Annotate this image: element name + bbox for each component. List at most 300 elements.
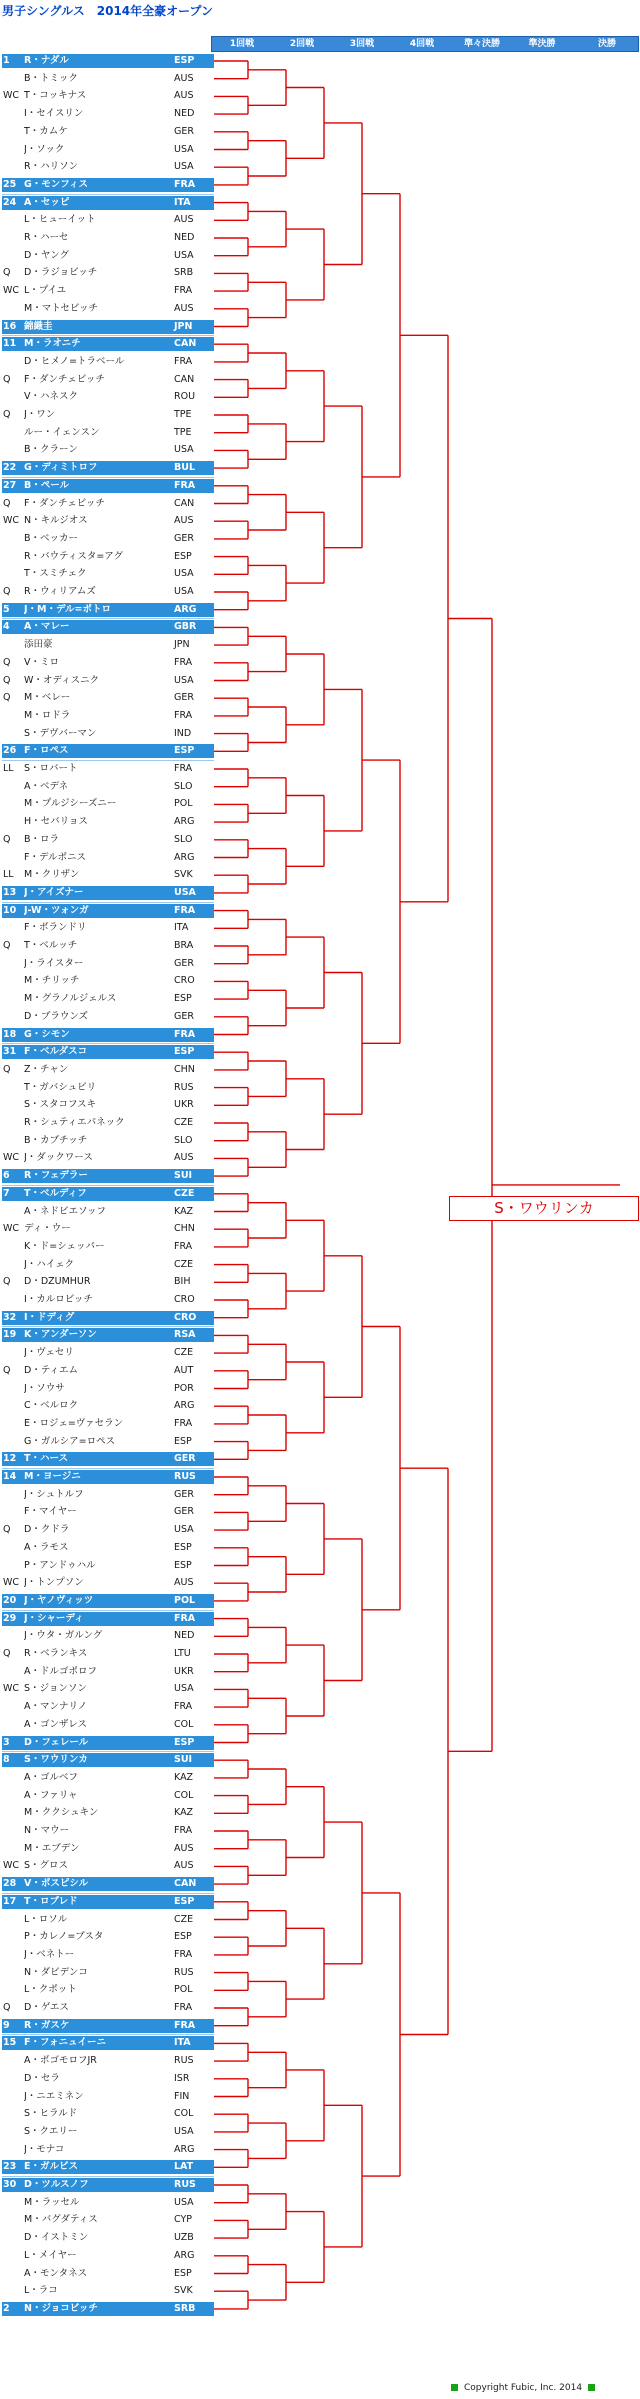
player-name: B・ロラ: [24, 833, 60, 845]
player-country: UKR: [174, 1099, 194, 1111]
player-country: RSA: [174, 1329, 196, 1341]
player-country: CZE: [174, 1258, 194, 1270]
player-seed: 2: [3, 2302, 10, 2314]
player-country: ESP: [174, 1559, 192, 1571]
player-country: CZE: [174, 1347, 194, 1359]
player-seed: WC: [3, 1683, 20, 1695]
player-country: COL: [174, 1718, 194, 1730]
player-country: ARG: [174, 2143, 195, 2155]
player-seed: WC: [3, 1152, 20, 1164]
round-header-1: 1回戦: [229, 39, 255, 49]
player-name: F・ロペス: [24, 745, 69, 757]
player-country: GBR: [174, 621, 197, 633]
player-name: F・フォニュイーニ: [24, 2037, 107, 2049]
player-name: P・カレノ=ブスタ: [24, 1931, 104, 1943]
player-country: AUS: [174, 72, 194, 84]
player-name: M・バグダティス: [24, 2214, 98, 2226]
player-country: FRA: [174, 904, 196, 916]
round-header-2: 2回戦: [289, 39, 315, 49]
player-seed: Q: [3, 373, 11, 385]
player-name: K・ド=シェッパー: [24, 1240, 105, 1252]
player-seed: Q: [3, 267, 11, 279]
player-seed: 29: [3, 1612, 17, 1624]
player-seed: WC: [3, 1577, 20, 1589]
player-name: M・ククシュキン: [24, 1807, 99, 1819]
player-country: ESP: [174, 1895, 195, 1907]
player-name: R・ハリソン: [24, 161, 79, 173]
player-seed: Q: [3, 1063, 11, 1075]
player-seed: Q: [3, 2002, 11, 2013]
player-country: SLO: [174, 833, 193, 845]
player-name: J・ベネトー: [24, 1948, 75, 1960]
player-country: NED: [174, 1630, 195, 1642]
player-country: CAN: [174, 373, 195, 385]
player-country: NED: [174, 232, 195, 243]
player-name: D・ヒメノ=トラベール: [24, 355, 125, 367]
player-country: USA: [174, 2125, 194, 2137]
player-name: S・ワウリンカ: [24, 1754, 88, 1766]
player-country: GER: [174, 1010, 194, 1022]
player-name: A・ラモス: [24, 1541, 69, 1553]
player-seed: 30: [3, 2179, 17, 2190]
player-name: N・キルジオス: [24, 515, 88, 527]
player-name: F・ベルダスコ: [24, 1046, 88, 1058]
player-country: BIH: [174, 1276, 191, 1288]
player-name: D・セラ: [24, 2072, 60, 2084]
player-country: SVK: [174, 2285, 193, 2297]
player-name: K・アンダーソン: [24, 1329, 97, 1341]
player-country: ROU: [174, 391, 196, 403]
player-name: A・マンナリノ: [24, 1701, 88, 1713]
player-country: LAT: [174, 2161, 194, 2173]
player-name: D・ラジョビッチ: [24, 267, 98, 279]
player-country: FRA: [174, 1825, 193, 1836]
player-country: FRA: [174, 2019, 196, 2031]
player-name: V・ミロ: [24, 656, 59, 668]
player-country: RUS: [174, 2055, 194, 2067]
player-name: D・イストミン: [24, 2232, 89, 2244]
player-country: POR: [174, 1382, 194, 1394]
player-seed: 20: [3, 1594, 17, 1606]
player-name: G・ガルシア=ロペス: [24, 1435, 116, 1447]
player-name: J・アイズナー: [24, 886, 84, 898]
player-country: RUS: [174, 1081, 194, 1093]
player-country: CAN: [174, 1878, 197, 1890]
player-name: N・ジョコビッチ: [24, 2302, 98, 2314]
player-country: AUS: [174, 1152, 194, 1164]
player-country: FRA: [174, 1612, 196, 1624]
player-name: T・ベルッチ: [24, 940, 78, 951]
player-name: W・オディスニク: [24, 674, 100, 686]
player-country: TPE: [174, 426, 192, 438]
player-country: CHN: [174, 1223, 195, 1235]
player-seed: 25: [3, 178, 17, 190]
player-country: ITA: [174, 2037, 191, 2049]
player-country: NED: [174, 108, 195, 120]
player-country: CZE: [174, 1913, 194, 1925]
footer-marker-left: [451, 2384, 458, 2391]
player-country: GER: [174, 125, 194, 137]
player-name: M・チリッチ: [24, 975, 80, 987]
player-name: T・ハース: [24, 1453, 69, 1465]
player-country: AUS: [174, 214, 194, 226]
player-name: J・ライスター: [24, 957, 84, 969]
player-name: M・クリザン: [24, 869, 80, 881]
player-name: V・ポスピシル: [24, 1878, 89, 1890]
round-header-4: 4回戦: [409, 39, 435, 49]
player-country: KAZ: [174, 1807, 194, 1819]
player-name: A・ドルゴポロフ: [24, 1665, 97, 1677]
player-name: J・ソウサ: [24, 1382, 65, 1394]
player-name: J・ソック: [24, 143, 65, 155]
player-name: T・カムケ: [24, 125, 68, 137]
player-name: T・ベルディフ: [24, 1187, 87, 1199]
player-name: M・エブデン: [24, 1842, 80, 1854]
player-country: SRB: [174, 267, 194, 279]
player-name: M・マトセビッチ: [24, 302, 99, 314]
player-seed: 26: [3, 745, 17, 757]
player-country: USA: [174, 161, 194, 173]
player-country: FRA: [174, 763, 193, 774]
player-name: M・ロドラ: [24, 709, 71, 721]
player-name: M・プルジシーズニー: [24, 798, 117, 810]
player-country: SUI: [174, 1754, 193, 1766]
player-seed: LL: [3, 869, 14, 881]
player-name: C・ベルロク: [24, 1400, 79, 1412]
player-name: D・ブラウンズ: [24, 1010, 89, 1022]
round-header-final: 決勝: [597, 39, 616, 49]
player-name: A・ゴンザレス: [24, 1718, 88, 1730]
player-country: FRA: [174, 2002, 193, 2013]
player-country: ESP: [174, 1046, 195, 1058]
player-country: ESP: [174, 1931, 192, 1943]
player-name: S・ロバート: [24, 763, 78, 774]
player-country: GER: [174, 692, 194, 704]
player-country: ESP: [174, 1541, 192, 1553]
player-seed: 5: [3, 603, 10, 615]
player-name: M・ベレー: [24, 692, 71, 704]
player-country: SRB: [174, 2302, 196, 2314]
copyright-text: Copyright Fubic, Inc. 2014: [464, 2383, 583, 2393]
player-seed: 4: [3, 621, 10, 633]
player-seed: Q: [3, 940, 11, 951]
player-name: A・マレー: [24, 621, 70, 633]
player-name: L・クボット: [24, 1984, 77, 1996]
player-country: CYP: [174, 2214, 192, 2226]
player-name: A・ファリャ: [24, 1789, 78, 1801]
player-seed: 3: [3, 1736, 10, 1748]
player-name: I・カルロビッチ: [24, 1294, 93, 1305]
player-seed: WC: [3, 1223, 20, 1235]
player-name: N・ダビデンコ: [24, 1966, 88, 1978]
player-country: SVK: [174, 869, 193, 881]
player-seed: Q: [3, 656, 11, 668]
player-seed: Q: [3, 674, 11, 686]
player-name: B・ベッカー: [24, 532, 79, 544]
player-country: GER: [174, 532, 194, 544]
player-name: S・デヴバーマン: [24, 727, 97, 739]
player-name: R・ウィリアムズ: [24, 586, 96, 597]
player-name: E・ガルビス: [24, 2161, 78, 2173]
player-country: USA: [174, 674, 194, 686]
player-country: ESP: [174, 1736, 195, 1748]
player-name: R・ベランキス: [24, 1648, 88, 1659]
player-country: CHN: [174, 1063, 195, 1075]
footer: [445, 2380, 639, 2396]
footer-marker-right: [588, 2384, 595, 2391]
player-name: I・ドディグ: [24, 1311, 75, 1323]
player-seed: Q: [3, 1648, 11, 1659]
player-name: A・モンタネス: [24, 2267, 88, 2279]
player-name: J・モナコ: [24, 2143, 65, 2155]
player-country: FRA: [174, 1028, 196, 1040]
player-name: L・ラコ: [24, 2285, 58, 2297]
player-country: JPN: [174, 639, 190, 651]
player-name: J・ダックワース: [24, 1152, 93, 1164]
player-country: GER: [174, 1488, 194, 1500]
player-country: CZE: [174, 1117, 194, 1128]
player-name: F・ダンチェビッチ: [24, 373, 105, 385]
player-country: SLO: [174, 1134, 193, 1146]
round-header-sf: 準決勝: [528, 39, 556, 49]
player-country: ESP: [174, 2267, 192, 2279]
player-name: D・フェレール: [24, 1736, 89, 1748]
player-country: AUS: [174, 1842, 194, 1854]
player-country: FRA: [174, 709, 193, 721]
player-name: R・シュティエパネック: [24, 1117, 125, 1128]
player-country: LTU: [174, 1648, 191, 1659]
player-name: A・セッピ: [24, 196, 70, 208]
player-name: G・シモン: [24, 1028, 70, 1040]
player-country: CRO: [174, 975, 195, 987]
player-name: L・ヒューイット: [24, 214, 96, 226]
player-country: RUS: [174, 1471, 196, 1482]
player-country: FRA: [174, 285, 193, 297]
player-name: J・ヴェセリ: [24, 1347, 74, 1359]
player-name: F・ダンチェビッチ: [24, 497, 105, 509]
player-name: S・グロス: [24, 1860, 69, 1872]
page-title: 男子シングルス 2014年全豪オープン: [2, 4, 214, 18]
player-country: FIN: [174, 2090, 190, 2102]
player-name: L・プイユ: [24, 285, 67, 297]
player-name: G・ディミトロフ: [24, 462, 98, 474]
player-seed: Q: [3, 833, 11, 845]
player-name: F・マイヤー: [24, 1506, 77, 1518]
player-country: USA: [174, 1683, 194, 1695]
player-name: J・シュトルフ: [24, 1488, 84, 1500]
player-name: N・マウー: [24, 1825, 70, 1836]
player-name: J-W・ツォンガ: [24, 904, 89, 916]
player-country: IND: [174, 727, 192, 739]
player-country: FRA: [174, 1948, 193, 1960]
player-country: AUS: [174, 1860, 194, 1872]
player-country: ARG: [174, 816, 195, 828]
player-name: S・ヒラルド: [24, 2108, 78, 2120]
player-country: ARG: [174, 2249, 195, 2261]
player-name: R・ガスケ: [24, 2019, 70, 2031]
player-country: FRA: [174, 178, 196, 190]
player-country: ARG: [174, 603, 197, 615]
player-seed: 1: [3, 55, 10, 66]
player-country: FRA: [174, 656, 193, 668]
player-name: R・フェデラー: [24, 1170, 88, 1182]
player-name: 添田豪: [24, 639, 53, 651]
player-country: FRA: [174, 479, 196, 491]
player-name: J・トンプソン: [24, 1577, 84, 1589]
player-seed: WC: [3, 90, 20, 102]
player-country: USA: [174, 143, 194, 155]
player-name: S・スタコフスキ: [24, 1099, 97, 1111]
player-seed: 31: [3, 1046, 17, 1058]
player-country: GER: [174, 1506, 194, 1518]
player-name: M・ラオニチ: [24, 338, 81, 350]
player-country: POL: [174, 1594, 196, 1606]
player-country: USA: [174, 249, 194, 261]
player-name: D・ティエム: [24, 1364, 79, 1376]
player-country: ISR: [174, 2072, 190, 2084]
round-header-3: 3回戦: [349, 39, 375, 49]
player-seed: WC: [3, 515, 20, 527]
player-name: A・ボゴモロフJR: [24, 2055, 97, 2067]
player-name: R・バウティスタ=アグ: [24, 550, 124, 562]
player-country: ESP: [174, 55, 195, 66]
player-country: FRA: [174, 1701, 193, 1713]
player-name: R・ナダル: [24, 55, 69, 66]
player-country: TPE: [174, 409, 192, 420]
player-name: J・ワン: [24, 409, 56, 420]
player-name: S・ジョンソン: [24, 1683, 87, 1695]
player-name: L・ロソル: [24, 1913, 68, 1925]
player-country: COL: [174, 2108, 194, 2120]
player-country: RUS: [174, 1966, 194, 1978]
player-country: AUS: [174, 1577, 194, 1589]
player-name: T・ガバシュビリ: [24, 1081, 97, 1093]
player-seed: 9: [3, 2019, 10, 2031]
round-header-qf: 準々決勝: [463, 39, 500, 49]
player-seed: Q: [3, 586, 11, 597]
player-seed: LL: [3, 763, 14, 774]
player-seed: 10: [3, 904, 17, 916]
player-country: AUT: [174, 1364, 194, 1376]
player-country: COL: [174, 1789, 194, 1801]
player-name: E・ロジェ=ヴァセラン: [24, 1417, 124, 1429]
player-name: Z・チャン: [24, 1063, 69, 1075]
player-country: AUS: [174, 302, 194, 314]
player-seed: 24: [3, 196, 17, 208]
player-name: H・セバリョス: [24, 816, 88, 828]
player-country: SUI: [174, 1170, 193, 1182]
player-name: J・ハイェク: [24, 1258, 75, 1270]
player-name: J・ニエミネン: [24, 2090, 84, 2102]
player-country: USA: [174, 2196, 194, 2208]
player-name: J・ヤノヴィッツ: [24, 1594, 94, 1606]
player-seed: 11: [3, 338, 17, 350]
player-name: P・アンドゥハル: [24, 1559, 96, 1571]
player-country: JPN: [174, 320, 193, 332]
player-country: CAN: [174, 338, 197, 350]
player-seed: 23: [3, 2161, 17, 2173]
player-country: CAN: [174, 497, 195, 509]
player-country: USA: [174, 886, 196, 898]
player-seed: 15: [3, 2037, 17, 2049]
player-country: ESP: [174, 993, 192, 1005]
player-name: D・ツルスノフ: [24, 2179, 89, 2190]
player-name: J・ウタ・ガルング: [24, 1630, 103, 1642]
player-name: I・セイスリン: [24, 108, 84, 120]
player-name: R・ハーセ: [24, 232, 69, 243]
player-country: FRA: [174, 355, 193, 367]
player-name: A・ゴルベフ: [24, 1771, 78, 1783]
player-seed: 7: [3, 1187, 10, 1199]
player-seed: 14: [3, 1471, 17, 1482]
player-seed: Q: [3, 692, 11, 704]
player-name: M・ラッセル: [24, 2196, 80, 2208]
player-name: T・スミチェク: [24, 568, 87, 580]
player-seed: Q: [3, 497, 11, 509]
player-name: D・ゲエス: [24, 2002, 69, 2013]
player-name: F・ボランドリ: [24, 922, 87, 934]
player-country: POL: [174, 798, 193, 810]
player-name: B・クラーン: [24, 444, 78, 456]
player-name: J・シャーディ: [24, 1612, 84, 1624]
player-country: FRA: [174, 1240, 193, 1252]
player-name: F・デルボニス: [24, 851, 86, 863]
player-name: D・ヤング: [24, 249, 70, 261]
player-name: A・ベデネ: [24, 780, 69, 792]
player-seed: WC: [3, 1860, 20, 1872]
player-seed: 22: [3, 462, 17, 474]
player-country: USA: [174, 444, 194, 456]
player-name: D・クドラ: [24, 1524, 70, 1536]
player-name: V・ハネスク: [24, 391, 78, 403]
player-name: M・グラノルジェルス: [24, 993, 117, 1005]
player-name: L・メイヤー: [24, 2249, 77, 2261]
player-country: USA: [174, 1524, 194, 1536]
player-seed: 32: [3, 1311, 17, 1323]
player-country: BUL: [174, 462, 196, 474]
player-country: USA: [174, 586, 194, 597]
player-name: G・モンフィス: [24, 178, 89, 190]
player-country: BRA: [174, 940, 194, 951]
player-country: CZE: [174, 1187, 195, 1199]
player-country: UZB: [174, 2232, 194, 2244]
player-country: KAZ: [174, 1205, 194, 1217]
player-name: ディ・ウー: [24, 1223, 71, 1235]
player-country: CRO: [174, 1311, 197, 1323]
player-country: SLO: [174, 780, 193, 792]
player-seed: 13: [3, 886, 17, 898]
player-country: GER: [174, 1453, 196, 1465]
player-country: ARG: [174, 851, 195, 863]
player-name: T・コッキナス: [24, 90, 87, 102]
player-seed: Q: [3, 1276, 11, 1288]
player-name: A・ネドビエソッフ: [24, 1205, 107, 1217]
player-seed: Q: [3, 409, 11, 420]
player-country: KAZ: [174, 1771, 194, 1783]
player-country: ITA: [174, 196, 191, 208]
player-seed: 12: [3, 1453, 17, 1465]
player-name: T・ロブレド: [24, 1895, 78, 1907]
player-country: USA: [174, 568, 194, 580]
player-name: D・DZUMHUR: [24, 1276, 91, 1288]
player-country: RUS: [174, 2179, 196, 2190]
player-seed: WC: [3, 285, 20, 297]
player-country: GER: [174, 957, 194, 969]
player-seed: 27: [3, 479, 17, 491]
player-name: B・ペール: [24, 479, 70, 491]
player-country: ITA: [174, 922, 189, 934]
player-country: FRA: [174, 1417, 193, 1429]
